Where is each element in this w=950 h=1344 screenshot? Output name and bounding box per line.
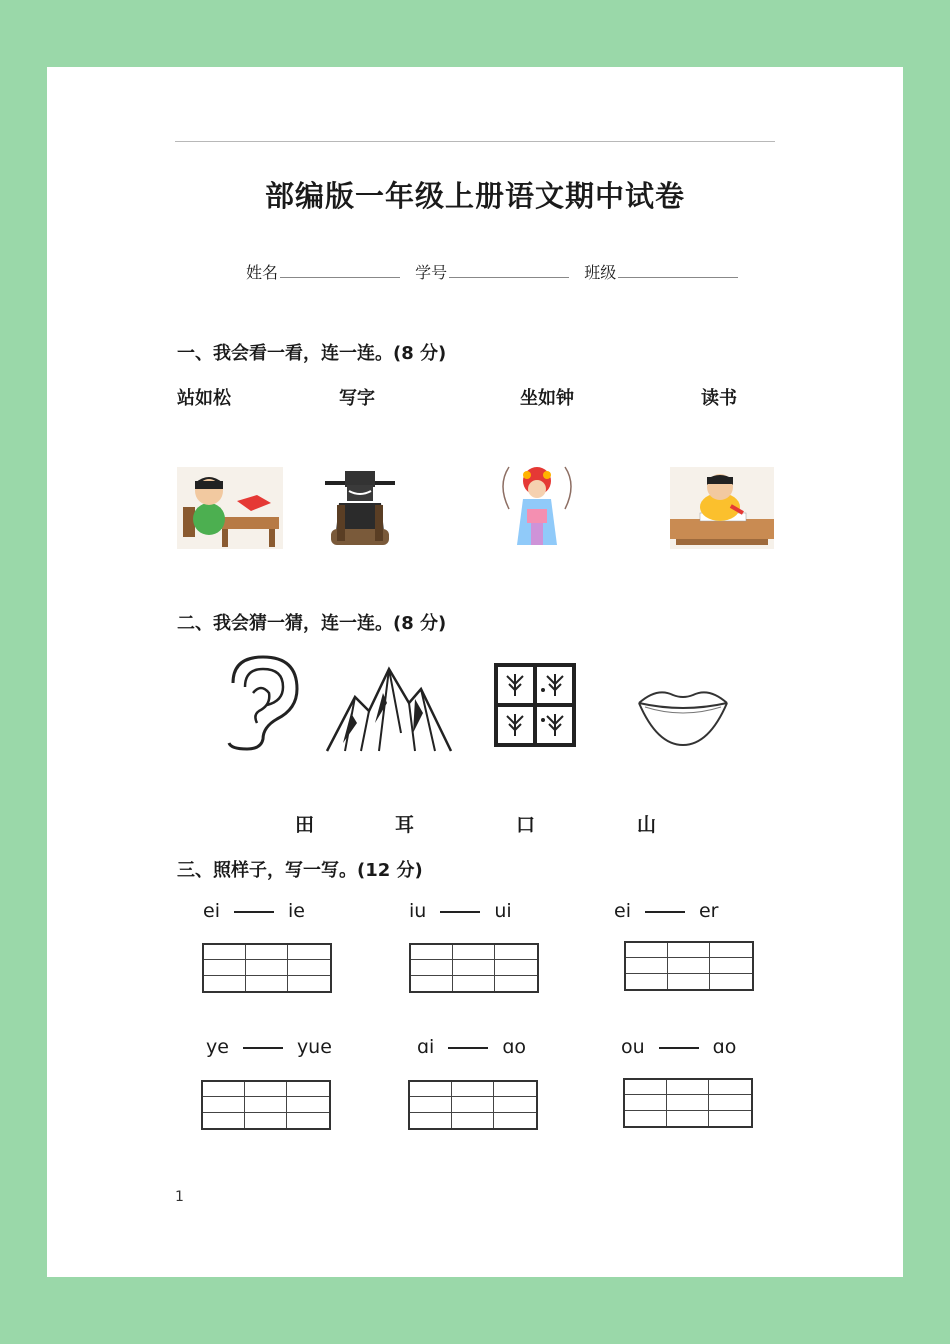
field-drawing	[493, 662, 577, 748]
connector-dash	[234, 911, 274, 913]
student-info-line	[246, 260, 738, 283]
mountain-drawing	[325, 663, 453, 753]
pinyin-b: er	[698, 900, 719, 922]
writing-grid[interactable]	[201, 1080, 331, 1130]
class-label: 班级	[584, 263, 617, 282]
pinyin-b: yue	[296, 1036, 332, 1058]
pinyin-b: ɑo	[502, 1036, 527, 1058]
class-blank[interactable]	[618, 263, 738, 278]
section2-char: 田	[295, 814, 315, 836]
opera-figure-picture	[495, 465, 579, 549]
section1-heading: 一、我会看一看，连一连。(8 分)	[177, 343, 447, 364]
pinyin-b: ɑo	[712, 1036, 737, 1058]
mouth-drawing	[637, 685, 729, 747]
pinyin-a: ye	[206, 1036, 229, 1058]
section1-word: 读书	[701, 388, 737, 409]
name-blank[interactable]	[280, 263, 400, 278]
pinyin-a: ei	[614, 900, 631, 922]
id-label: 学号	[415, 263, 448, 282]
connector-dash	[243, 1047, 283, 1049]
section1-word: 坐如钟	[520, 388, 574, 409]
connector-dash	[659, 1047, 699, 1049]
pinyin-pair	[621, 1036, 736, 1058]
section2-char: 口	[516, 814, 536, 836]
connector-dash	[645, 911, 685, 913]
writing-grid[interactable]	[624, 941, 754, 991]
id-blank[interactable]	[449, 263, 569, 278]
section1-word: 写字	[339, 388, 375, 409]
writing-grid[interactable]	[408, 1080, 538, 1130]
top-rule	[175, 141, 775, 142]
section2-heading: 二、我会猜一猜，连一连。(8 分)	[177, 613, 447, 634]
section2-char: 耳	[395, 814, 415, 836]
pinyin-pair	[417, 1036, 526, 1058]
pinyin-pair	[203, 900, 305, 922]
section1-word: 站如松	[177, 388, 231, 409]
pinyin-a: iu	[409, 900, 427, 922]
exam-title: 部编版一年级上册语文期中试卷	[264, 179, 685, 213]
pinyin-b: ie	[287, 900, 305, 922]
page-number: 1	[175, 1189, 184, 1205]
pinyin-b: ui	[494, 900, 512, 922]
section2-char: 山	[637, 814, 657, 836]
pinyin-pair	[206, 1036, 332, 1058]
section3-heading: 三、照样子，写一写。(12 分)	[177, 860, 423, 881]
pinyin-a: ɑi	[417, 1036, 435, 1058]
seated-official-picture	[323, 469, 397, 549]
ear-drawing	[223, 653, 303, 753]
writing-grid[interactable]	[623, 1078, 753, 1128]
pinyin-a: ei	[203, 900, 220, 922]
girl-reading-picture	[177, 467, 283, 549]
name-label: 姓名	[246, 263, 279, 282]
pinyin-pair	[409, 900, 512, 922]
connector-dash	[448, 1047, 488, 1049]
writing-grid[interactable]	[202, 943, 332, 993]
exam-page	[47, 67, 903, 1277]
pinyin-pair	[614, 900, 718, 922]
boy-writing-picture	[670, 467, 774, 549]
writing-grid[interactable]	[409, 943, 539, 993]
connector-dash	[440, 911, 480, 913]
pinyin-a: ou	[621, 1036, 645, 1058]
